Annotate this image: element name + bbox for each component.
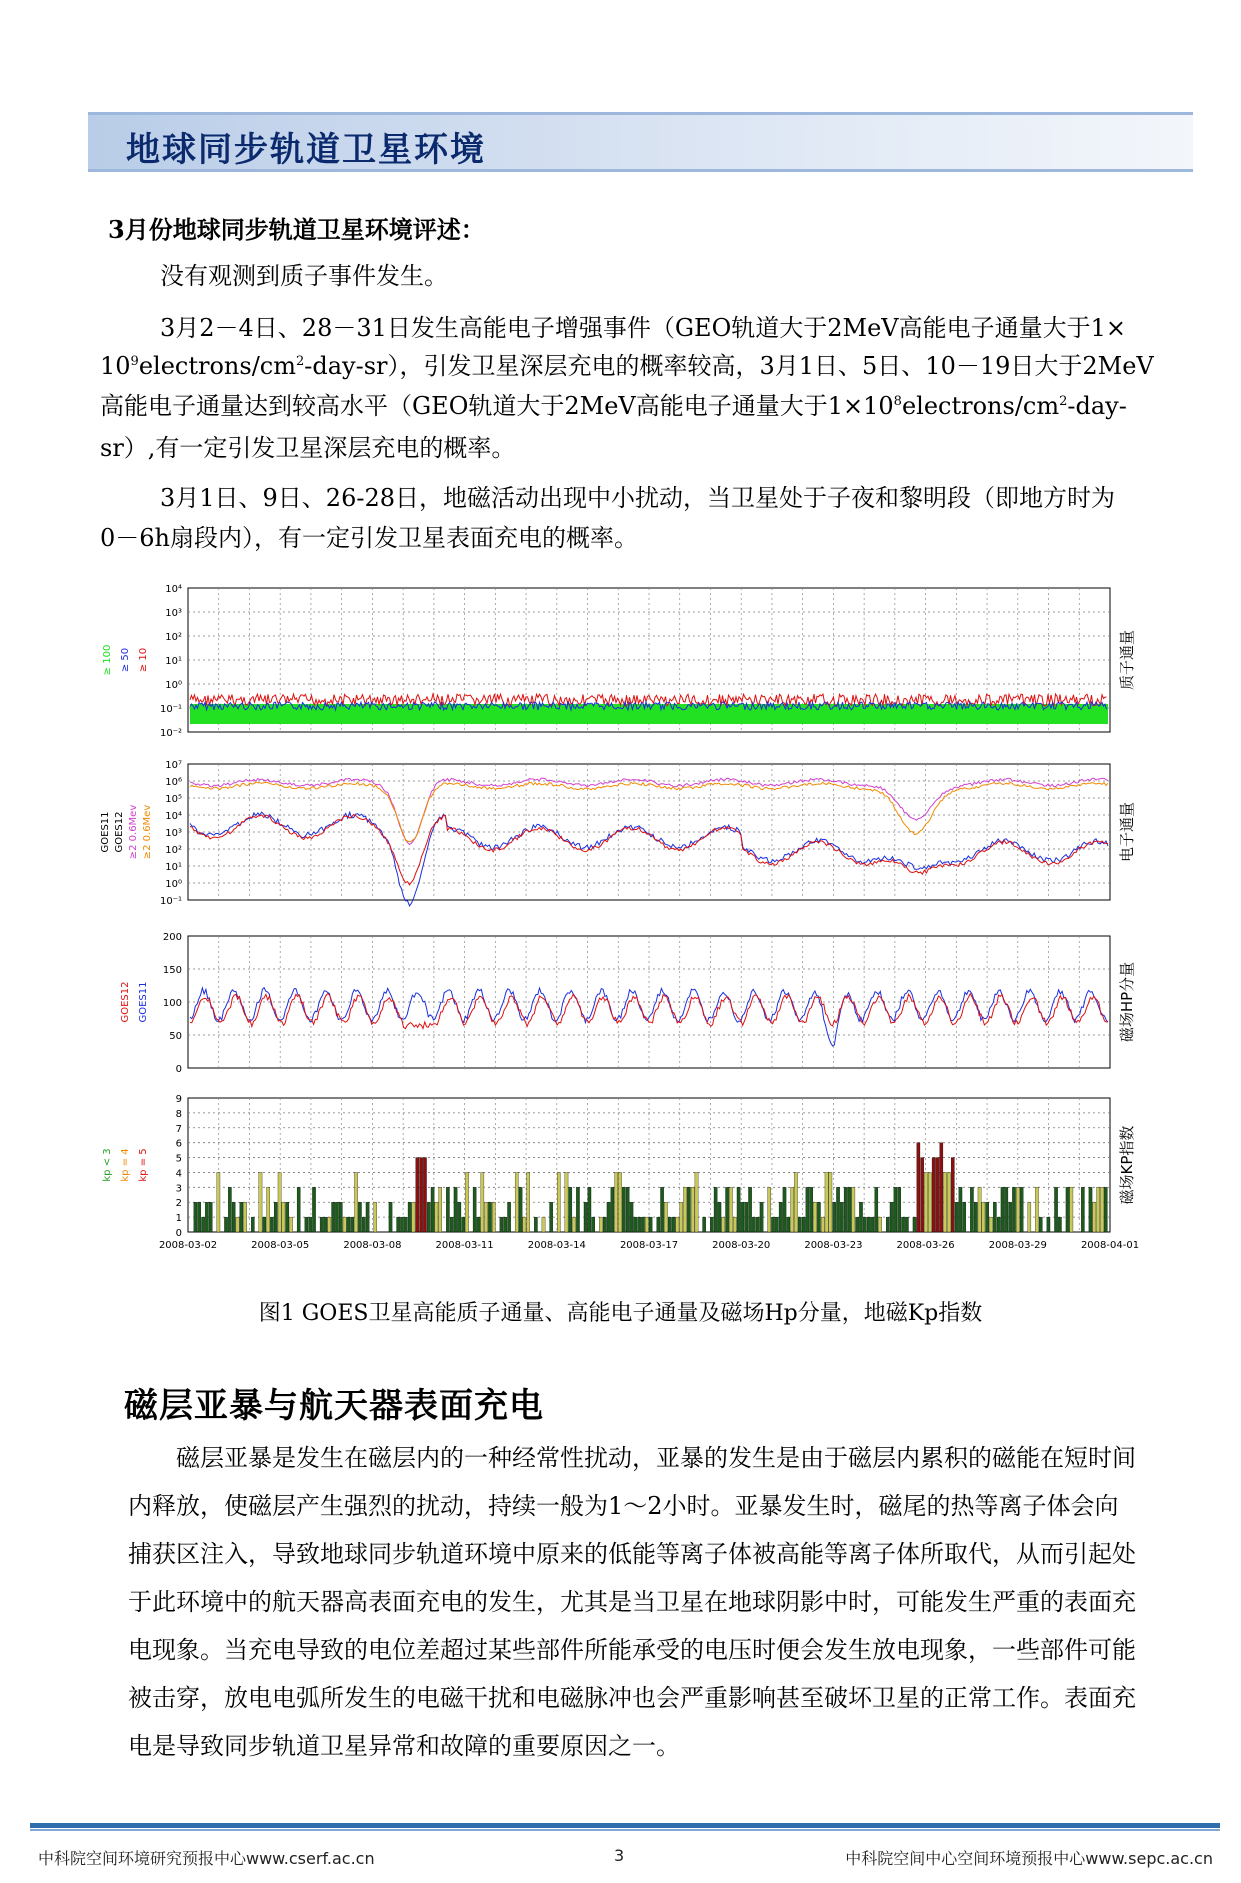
kp-bar [584,1202,587,1232]
kp-bar [848,1187,851,1232]
kp-bar [664,1202,667,1232]
review-paragraph-2-line-1: 3月2－4日、28－31日发生高能电子增强事件（GEO轨道大于2MeV高能电子通量大于1× [160,314,1127,342]
kp-bar [485,1202,488,1232]
panel4-legend-entry: kp = 5 [138,1148,149,1182]
panel1-y-tick-label: 10⁰ [165,680,182,691]
kp-bar [458,1202,461,1232]
x-tick-label: 2008-03-11 [435,1240,494,1251]
kp-bar [354,1172,357,1232]
panel2-legend-entry: ≥2 0.6Mev [142,804,153,860]
kp-bar [1104,1187,1107,1232]
kp-bar [802,1217,805,1232]
panel2-y-tick-label: 10⁷ [165,760,182,771]
kp-bar [917,1143,920,1232]
kp-bar [397,1217,400,1232]
proton-100-band [190,704,1108,724]
kp-bar [309,1217,312,1232]
kp-bar [959,1187,962,1232]
footer-rule-thin [30,1829,1220,1831]
kp-bar [829,1172,832,1232]
panel2-y-tick-label: 10² [165,845,182,856]
kp-bar [905,1217,908,1232]
kp-bar [997,1217,1000,1232]
kp-bar [1001,1187,1004,1232]
kp-bar [963,1202,966,1232]
kp-bar [481,1172,484,1232]
kp-bar [687,1187,690,1232]
kp-bar [901,1217,904,1232]
kp-bar [894,1187,897,1232]
kp-bar [289,1217,292,1232]
text-run: electrons/cm [901,392,1060,420]
panel4-y-tick-label: 9 [175,1094,182,1105]
kp-bar [324,1217,327,1232]
footer-right: 中科院空间中心空间环境预报中心www.sepc.ac.cn [845,1849,1213,1868]
x-tick-label: 2008-03-29 [988,1240,1047,1251]
kp-bar [615,1172,618,1232]
kp-bar [863,1217,866,1232]
panel4-y-tick-label: 0 [175,1228,182,1239]
kp-bar [1097,1187,1100,1232]
kp-bar [557,1172,560,1232]
kp-bar [710,1217,713,1232]
panel3-side-label: 磁场HP分量 [1118,961,1136,1043]
kp-bar [1081,1187,1084,1232]
kp-bar [488,1202,491,1232]
kp-bar [492,1202,495,1232]
kp-bar [630,1202,633,1232]
panel2-y-tick-label: 10⁻¹ [159,896,182,907]
goes-figure [100,580,1170,1260]
kp-bar [351,1217,354,1232]
superscript: 2 [295,354,305,369]
x-tick-label: 2008-03-08 [343,1240,402,1251]
kp-bar [722,1217,725,1232]
kp-bar [362,1217,365,1232]
panel3-y-tick-label: 0 [175,1064,182,1075]
kp-bar [1093,1202,1096,1232]
page-number: 3 [614,1846,625,1865]
kp-bar [1028,1202,1031,1232]
kp-bar [305,1217,308,1232]
kp-bar [886,1217,889,1232]
kp-bar [201,1217,204,1232]
kp-bar [286,1202,289,1232]
superscript: 8 [893,394,902,409]
kp-bar [335,1202,338,1232]
kp-bar [676,1217,679,1232]
review-paragraph-2-line-2 [100,346,1154,386]
kp-bar [986,1202,989,1232]
review-paragraph-3-line-2: 0－6h扇段内），有一定引发卫星表面充电的概率。 [100,524,638,552]
kp-bar [232,1202,235,1232]
kp-bar [756,1217,759,1232]
kp-bar [217,1172,220,1232]
kp-bar [251,1217,254,1232]
panel4-y-tick-label: 2 [175,1198,182,1210]
panel4-side-label: 磁场KP指数 [1118,1125,1136,1205]
panel1-y-tick-label: 10³ [165,608,182,619]
kp-bar [813,1202,816,1232]
panel2-y-tick-label: 10³ [165,828,182,839]
kp-bar [1009,1202,1012,1232]
kp-bar [657,1217,660,1232]
panel4-legend-entry: kp = 4 [120,1148,131,1182]
kp-bar [427,1202,430,1232]
panel3-y-tick-label: 200 [162,932,182,943]
kp-bar [236,1217,239,1232]
kp-bar [745,1202,748,1232]
kp-bar [626,1187,629,1232]
panel1-y-tick-label: 10¹ [165,656,182,667]
kp-bar [450,1217,453,1232]
kp-bar [320,1217,323,1232]
panel2-legend-entry: ≥2 0.6Mev [128,804,139,860]
kp-bar [420,1158,423,1232]
x-tick-label: 2008-04-01 [1080,1240,1140,1251]
kp-bar [507,1202,510,1232]
kp-bar [641,1217,644,1232]
kp-bar [1054,1187,1057,1232]
kp-bar [515,1172,518,1232]
kp-bar [462,1217,465,1232]
kp-bar [821,1217,824,1232]
text-run: 10 [100,352,131,380]
kp-bar [519,1187,522,1232]
kp-bar [921,1158,924,1232]
kp-bar [668,1217,671,1232]
footer-left: 中科院空间环境研究预报中心www.cserf.ac.cn [38,1849,375,1868]
kp-bar [205,1202,208,1232]
kp-bar [794,1172,797,1232]
panel1-side-label: 质子通量 [1118,629,1136,691]
kp-bar [224,1217,227,1232]
panel4-y-tick-label: 5 [175,1153,182,1165]
kp-bar [339,1202,342,1232]
kp-bar [603,1217,606,1232]
kp-bar [618,1172,621,1232]
kp-bar [898,1187,901,1232]
kp-bar [940,1143,943,1232]
panel3-legend-entry: GOES12 [120,981,131,1023]
panel1-y-tick-label: 10⁴ [165,584,182,595]
kp-bar [282,1202,285,1232]
kp-bar [435,1202,438,1232]
kp-bar [760,1202,763,1232]
kp-bar [454,1187,457,1232]
kp-bar [913,1217,916,1232]
panel2-side-label: 电子通量 [1118,801,1136,863]
kp-bar [1016,1187,1019,1232]
kp-bar [928,1172,931,1232]
kp-bar [978,1187,981,1232]
kp-bar [400,1217,403,1232]
kp-bar [312,1187,315,1232]
kp-bar [947,1172,950,1232]
kp-bar [278,1172,281,1232]
kp-bar [473,1187,476,1232]
kp-bar [404,1217,407,1232]
kp-bar [649,1217,652,1232]
kp-bar [970,1187,973,1232]
kp-bar [1005,1187,1008,1232]
kp-bar [752,1217,755,1232]
kp-bar [228,1187,231,1232]
kp-bar [267,1187,270,1232]
kp-bar [431,1187,434,1232]
kp-bar [791,1187,794,1232]
kp-bar [1012,1187,1015,1232]
panel2-y-tick-label: 10⁰ [165,879,182,890]
kp-bar [504,1217,507,1232]
kp-bar [1039,1217,1042,1232]
kp-bar [408,1202,411,1232]
kp-bar [875,1187,878,1232]
text-run: -day- [1067,392,1127,420]
kp-bar [810,1187,813,1232]
kp-bar [703,1217,706,1232]
panel1-y-tick-label: 10⁻² [159,728,182,739]
kp-bar [198,1202,201,1232]
kp-bar [817,1202,820,1232]
panel4-y-tick-label: 4 [175,1168,182,1180]
panel1-legend-entry: ≥ 50 [120,647,131,673]
kp-bar [982,1202,985,1232]
review-paragraph-2-line-4: sr）,有一定引发卫星深层充电的概率。 [100,434,516,462]
review-paragraph-2-line-3 [100,386,1127,426]
kp-bar [733,1217,736,1232]
kp-bar [833,1202,836,1232]
kp-bar [573,1217,576,1232]
kp-bar [423,1158,426,1232]
x-tick-label: 2008-03-23 [804,1240,863,1251]
kp-bar [550,1202,553,1232]
kp-bar [638,1217,641,1232]
kp-bar [465,1172,468,1232]
superscript: 9 [130,354,139,369]
kp-bar [477,1217,480,1232]
kp-bar [936,1158,939,1232]
kp-bar [726,1187,729,1232]
kp-bar [374,1202,377,1232]
kp-bar [871,1217,874,1232]
kp-bar [1020,1187,1023,1232]
kp-bar [1070,1187,1073,1232]
panel4-y-tick-label: 3 [175,1183,182,1195]
panel4-y-tick-label: 1 [175,1213,182,1225]
panel2-y-tick-label: 10⁴ [165,811,182,822]
kp-bar [534,1217,537,1232]
kp-bar [542,1217,545,1232]
kp-bar [718,1202,721,1232]
kp-bar [645,1217,648,1232]
superscript: 2 [1059,394,1068,409]
x-tick-label: 2008-03-14 [527,1240,586,1251]
review-paragraph-3-line-1: 3月1日、9日、26-28日，地磁活动出现中小扰动，当卫星处于子夜和黎明段（即地方时为 [160,484,1115,512]
kp-bar [1089,1187,1092,1232]
kp-bar [737,1187,740,1232]
kp-bar [729,1187,732,1232]
x-tick-label: 2008-03-26 [896,1240,955,1251]
kp-bar [1066,1187,1069,1232]
kp-bar [660,1187,663,1232]
text-run: 高能电子通量达到较高水平（GEO轨道大于2MeV高能电子通量大于1×10 [100,392,894,420]
kp-bar [599,1217,602,1232]
kp-bar [416,1158,419,1232]
kp-bar [787,1217,790,1232]
panel1-legend-entry: ≥ 10 [138,647,149,673]
panel3-legend-entry: GOES11 [138,981,149,1023]
panel1-legend-entry: ≥ 100 [102,644,113,676]
x-tick-label: 2008-03-20 [712,1240,771,1251]
kp-bar [576,1187,579,1232]
kp-bar [347,1217,350,1232]
kp-bar [672,1217,675,1232]
kp-bar [439,1187,442,1232]
kp-bar [366,1202,369,1232]
kp-bar [695,1172,698,1232]
kp-bar [1035,1187,1038,1232]
panel3-y-tick-label: 100 [162,998,182,1009]
kp-bar [270,1217,273,1232]
panel3-y-tick-label: 150 [162,965,182,976]
kp-bar [806,1187,809,1232]
kp-bar [263,1217,266,1232]
kp-bar [844,1187,847,1232]
kp-bar [951,1158,954,1232]
panel2-y-tick-label: 10⁶ [165,777,182,788]
x-tick-label: 2008-03-17 [619,1240,679,1251]
kp-bar [446,1187,449,1232]
kp-bar [622,1187,625,1232]
review-paragraph-1: 没有观测到质子事件发生。 [160,262,448,290]
panel4-y-tick-label: 6 [175,1138,182,1150]
kp-bar [328,1217,331,1232]
panel2-legend-entry: GOES11 [100,811,111,853]
kp-bar [836,1187,839,1232]
section-body: 磁层亚暴是发生在磁层内的一种经常性扰动，亚暴的发生是由于磁层内累积的磁能在短时间内释放，使磁层产生强烈的扰动，持续一般为1～2小时。亚暴发生时，磁尾的热等离子体会向捕获区注入，导致地球同步轨道环境中原来的低能等离子体被高能等离子体所取代，从而引起处于此环境中的航天器高表面充电的发生，尤其是当卫星在地球阴影中时，可能发生严重的表面充电现象。当充电导致的电位差超过某些部件所能承受的电压时便会发生放电现象，一些部件可能被击穿，放电电弧所发生的电磁干扰和电磁脉冲也会严重影响甚至破坏卫星的正常工作。表面充电是导致同步轨道卫星异常和故障的重要原因之一。 [128,1444,1136,1760]
kp-bar [714,1187,717,1232]
panel2-legend-entry: GOES12 [114,811,125,853]
panel4-legend-entry: kp < 3 [102,1148,113,1182]
kp-bar [274,1202,277,1232]
kp-bar [680,1202,683,1232]
kp-bar [683,1187,686,1232]
kp-bar [775,1217,778,1232]
kp-bar [343,1217,346,1232]
kp-bar [389,1202,392,1232]
kp-bar [527,1172,530,1232]
kp-bar [565,1172,568,1232]
kp-bar [924,1172,927,1232]
kp-bar [859,1202,862,1232]
kp-bar [867,1217,870,1232]
kp-bar [607,1202,610,1232]
kp-bar [1058,1217,1061,1232]
kp-bar [798,1217,801,1232]
kp-bar [879,1217,882,1232]
review-heading: 3月份地球同步轨道卫星环境评述： [108,215,485,244]
footer-rule [30,1823,1220,1828]
kp-bar [890,1202,893,1232]
section-title: 磁层亚暴与航天器表面充电 [124,1386,544,1426]
kp-bar [634,1217,637,1232]
kp-bar [768,1187,771,1232]
kp-bar [332,1202,335,1232]
kp-bar [500,1217,503,1232]
kp-bar [974,1202,977,1232]
x-tick-label: 2008-03-02 [158,1240,218,1251]
panel2-y-tick-label: 10¹ [165,862,182,873]
kp-bar [944,1172,947,1232]
kp-bar [209,1202,212,1232]
panel1-y-tick-label: 10² [165,632,182,643]
panel4-y-tick-label: 8 [175,1108,182,1120]
kp-bar [741,1202,744,1232]
kp-bar [259,1172,262,1232]
panel3-y-tick-label: 50 [169,1031,182,1042]
kp-bar [993,1202,996,1232]
kp-bar [691,1187,694,1232]
page-title: 地球同步轨道卫星环境 [126,130,486,170]
kp-bar [588,1187,591,1232]
kp-bar [840,1202,843,1232]
kp-bar [1047,1217,1050,1232]
kp-bar [779,1202,782,1232]
panel1-y-tick-label: 10⁻¹ [159,704,182,715]
kp-bar [240,1202,243,1232]
kp-bar [852,1187,855,1232]
kp-bar [297,1187,300,1232]
x-tick-label: 2008-03-05 [251,1240,310,1251]
figure-caption: 图1 GOES卫星高能质子通量、高能电子通量及磁场Hp分量，地磁Kp指数 [258,1301,983,1326]
kp-bar [748,1187,751,1232]
title-band-top-stripe [88,112,1193,115]
kp-bar [194,1202,197,1232]
kp-bar [592,1217,595,1232]
kp-bar [783,1187,786,1232]
kp-bar [932,1158,935,1232]
kp-bar [955,1202,958,1232]
kp-bar [1100,1187,1103,1232]
kp-bar [523,1217,526,1232]
kp-bar [856,1217,859,1232]
kp-bar [989,1217,992,1232]
kp-bar [771,1217,774,1232]
text-run: -day-sr），引发卫星深层充电的概率较高，3月1日、5日、10－19日大于2MeV [304,352,1154,380]
kp-bar [358,1202,361,1232]
kp-bar [412,1202,415,1232]
kp-bar [244,1202,247,1232]
kp-bar [569,1187,572,1232]
panel4-y-tick-label: 7 [175,1123,182,1135]
kp-bar [825,1172,828,1232]
kp-bar [611,1187,614,1232]
panel2-y-tick-label: 10⁵ [165,794,182,805]
text-run: electrons/cm [138,352,296,380]
